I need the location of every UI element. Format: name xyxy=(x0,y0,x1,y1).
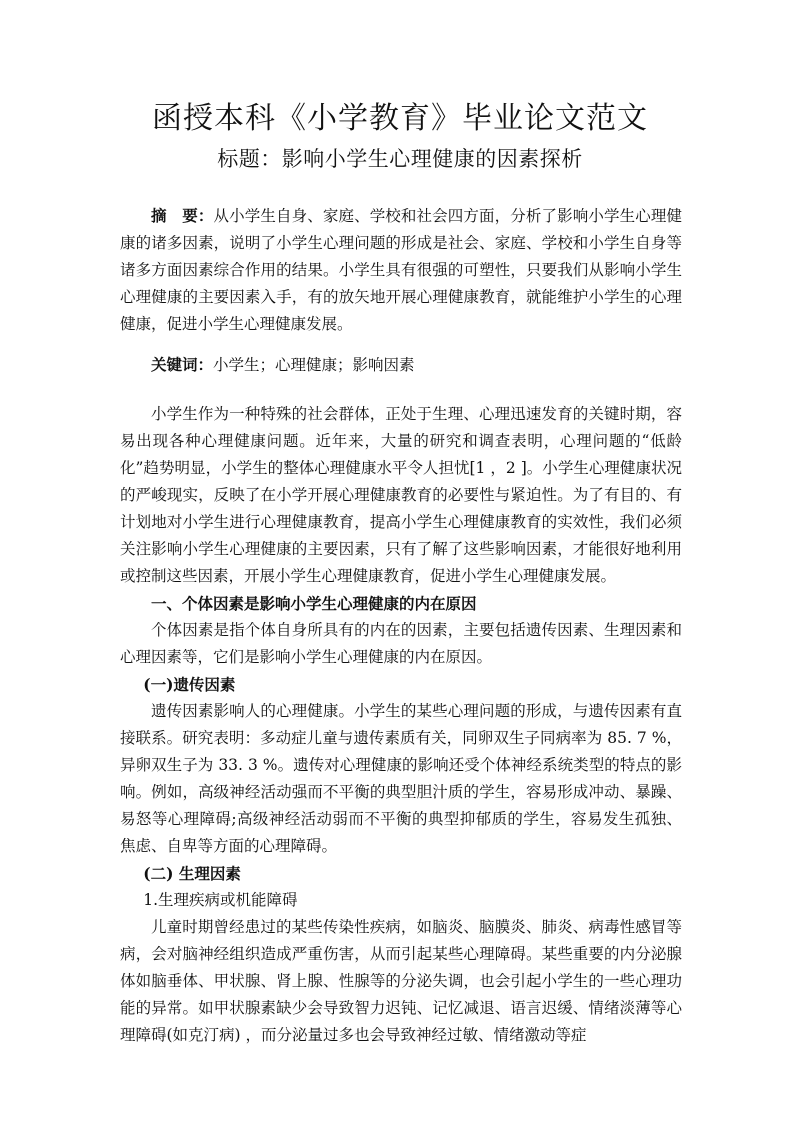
abstract-paragraph xyxy=(120,202,682,338)
subsection-1-heading: (一)遗传因素 xyxy=(143,675,236,694)
abstract-label: 摘 要： xyxy=(151,206,214,225)
section-1-heading: 一、个体因素是影响小学生心理健康的内在原因 xyxy=(151,594,477,613)
intro-paragraph: 小学生作为一种特殊的社会群体，正处于生理、心理迅速发育的关键时期，容易出现各种心理健康问题。近年来，大量的研究和调查表明，心理问题的“低龄化”趋势明显，小学生的整体心理健康水平令人担忧[1 ，2 ]。小学生心理健康状况的严峻现实，反映了在小学开展心理健康教育的必要性与紧迫性。为了有目的、有计划地对小学生进行心理健康教育，提高小学生心理健康教育的实效性，我们必须关注影响小学生心理健康的主要因素，只有了解了这些影响因素，才能很好地利用或控制这些因素，开展小学生心理健康教育，促进小学生心理健康发展。 xyxy=(120,405,682,585)
keywords-label: 关键词： xyxy=(151,355,214,374)
document-title: 函授本科《小学教育》毕业论文范文 xyxy=(152,101,648,136)
subsection-2-point-1: 1.生理疾病或机能障碍 xyxy=(143,891,298,909)
document-subtitle: 标题：影响小学生心理健康的因素探析 xyxy=(217,147,583,171)
subsection-2-heading: (二) 生理因素 xyxy=(143,864,241,883)
keywords-line xyxy=(120,351,682,379)
subsection-1-paragraph: 遗传因素影响人的心理健康。小学生的某些心理问题的形成，与遗传因素有直接联系。研究表明：多动症儿童与遗传素质有关，同卵双生子同病率为 85. 7 %，异卵双生子为 33. 3 %。遗传对心理健康的影响还受个体神经系统类型的特点的影响。例如，高级神经活动强而不平衡的典型胆汁质的学生，容易形成冲动、暴躁、易怒等心理障碍;高级神经活动弱而不平衡的典型抑郁质的学生，容易发生孤独、焦虑、自卑等方面的心理障碍。 xyxy=(120,702,682,855)
abstract-text: 从小学生自身、家庭、学校和社会四方面，分析了影响小学生心理健康的诸多因素，说明了小学生心理问题的形成是社会、家庭、学校和小学生自身等诸多方面因素综合作用的结果。小学生具有很强的可塑性，只要我们从影响小学生心理健康的主要因素入手，有的放矢地开展心理健康教育，就能维护小学生的心理健康，促进小学生心理健康发展。 xyxy=(120,207,682,333)
keywords-text: 小学生；心理健康；影响因素 xyxy=(213,356,415,374)
body-section xyxy=(120,401,682,1049)
section-1-paragraph: 个体因素是指个体自身所具有的内在的因素，主要包括遗传因素、生理因素和心理因素等，它们是影响小学生心理健康的内在原因。 xyxy=(120,621,682,666)
subsection-2-paragraph: 儿童时期曾经患过的某些传染性疾病，如脑炎、脑膜炎、肺炎、病毒性感冒等病，会对脑神经组织造成严重伤害，从而引起某些心理障碍。某些重要的内分泌腺体如脑垂体、甲状腺、肾上腺、性腺等的分泌失调，也会引起小学生的一些心理功能的异常。如甲状腺素缺少会导致智力迟钝、记忆减退、语言迟缓、情绪淡薄等心理障碍(如克汀病) ，而分泌量过多也会导致神经过敏、情绪激动等症 xyxy=(120,918,682,1044)
